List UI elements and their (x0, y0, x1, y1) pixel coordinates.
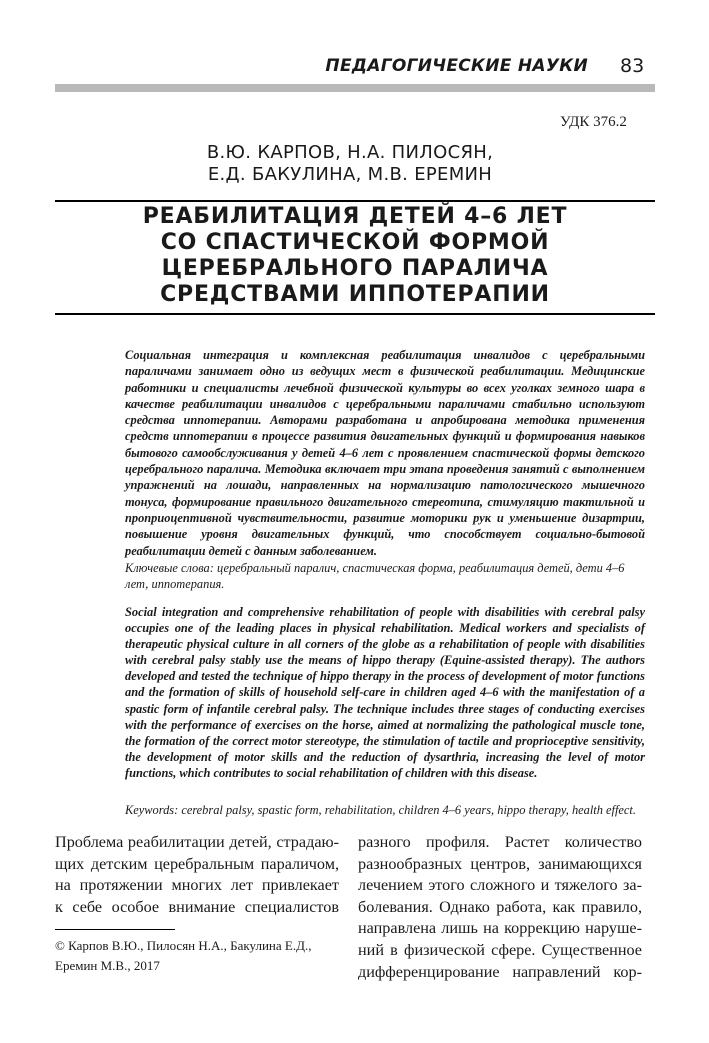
keywords-english: Keywords: cerebral palsy, spastic form, rehabilitation, children 4–6 years, hippo therapy, health effect. (125, 803, 636, 817)
title-line: СРЕДСТВАМИ ИППОТЕРАПИИ (160, 282, 550, 307)
body-line: на протяжении многих лет привлекает (55, 876, 339, 895)
body-line: болевания. Однако работа, как правило, (358, 897, 642, 916)
authors (160, 142, 540, 186)
page-number: 83 (620, 55, 645, 77)
abstract-russian: Социальная интеграция и комплексная реабилитация инвалидов с церебральными параличами занимает одно из ведущих мест в физической реабилитации. Медицинские работники и специалисты лечебной физической культуры во всех уголках земного шара в качестве реабилитации инвалидов с церебральными параличами стабильно используют средства иппотерапии. Авторами разработана и апробирована методика применения средств иппотерапии в процессе развития двигательных функций и формирования навыков бытового самообслуживания у детей 4–6 лет с проявлением спастической формы детского церебрального паралича. Методика включает три этапа проведения занятий с выполнением упражнений на лошади, направленных на нормализацию патологического мышечного тонуса, формирование правильного двигательного стереотипа, стимуляцию тактильной и проприоцептивной чувствительности, развитие моторики рук и уменьшение дизартрии, повышение уровня двигательных функций, что способствует социально-бытовой реабилитации детей с данным заболеванием. (125, 348, 645, 558)
title-rule-bottom (55, 313, 655, 315)
title-rule-top (55, 200, 655, 202)
footnote-line: Еремин М.В., 2017 (55, 957, 160, 973)
title-line: РЕАБИЛИТАЦИЯ ДЕТЕЙ 4–6 ЛЕТ (142, 204, 568, 229)
body-line: разного профиля. Растет количество (358, 833, 642, 851)
article-title (70, 204, 640, 308)
body-line: Проблема реабилитации детей, страдаю- (55, 833, 339, 851)
header-rule (55, 84, 655, 92)
abstract-english: Social integration and comprehensive rehabilitation of people with disabilities with cerebral palsy occupies one of the leading places in physical rehabilitation. Medical workers and specialists of therapeutic physical culture in all corners of the globe as a rehabilitation of people with disabilities with cerebral palsy stably use the means of hippo therapy (Equine-assisted therapy). The authors developed and tested the technique of hippo therapy in the process of development of motor functions and the formation of skills of household self-care in children aged 4–6 with the manifestation of a spastic form of infantile cerebral palsy. The technique includes three stages of conducting exercises with the performance of exercises on the horse, aimed at normalizing the pathological muscle tone, the formation of the correct motor stereotype, the stimulation of tactile and proprioceptive sensitivity, the development of motor skills and the reduction of dysarthria, increasing the level of motor functions, which contributes to social rehabilitation of children with this disease. (125, 605, 645, 780)
body-line: лечением этого сложного и тяжелого за- (358, 876, 642, 895)
body-line: щих детским церебральным параличом, (55, 854, 339, 873)
footnote-line: © Карпов В.Ю., Пилосян Н.А., Бакулина Е.Д., (55, 938, 312, 953)
running-head-title: ПЕДАГОГИЧЕСКИЕ НАУКИ (325, 56, 588, 76)
copyright-footnote (55, 936, 345, 975)
body-column-left (55, 832, 339, 918)
body-line: направлена лишь на коррекцию наруше- (358, 919, 642, 938)
body-line: ний в физической сфере. Существенное (358, 940, 642, 959)
body-line: к себе особое внимание специалистов (55, 897, 339, 916)
body-line: разнообразных центров, занимающихся (358, 854, 642, 873)
body-line: дифференцирование направлений кор- (358, 962, 642, 981)
udk-code: УДК 376.2 (560, 114, 627, 130)
body-column-right (358, 832, 642, 983)
authors-line: В.Ю. КАРПОВ, Н.А. ПИЛОСЯН, (206, 142, 494, 163)
title-line: ЦЕРЕБРАЛЬНОГО ПАРАЛИЧА (161, 256, 549, 281)
title-line: СО СПАСТИЧЕСКОЙ ФОРМОЙ (160, 230, 550, 255)
keywords-russian: Ключевые слова: церебральный паралич, спастическая форма, реабилитация детей, дети 4–6 лет, иппотерапия. (125, 561, 625, 592)
footnote-rule (55, 929, 175, 930)
authors-line: Е.Д. БАКУЛИНА, М.В. ЕРЕМИН (207, 164, 493, 185)
